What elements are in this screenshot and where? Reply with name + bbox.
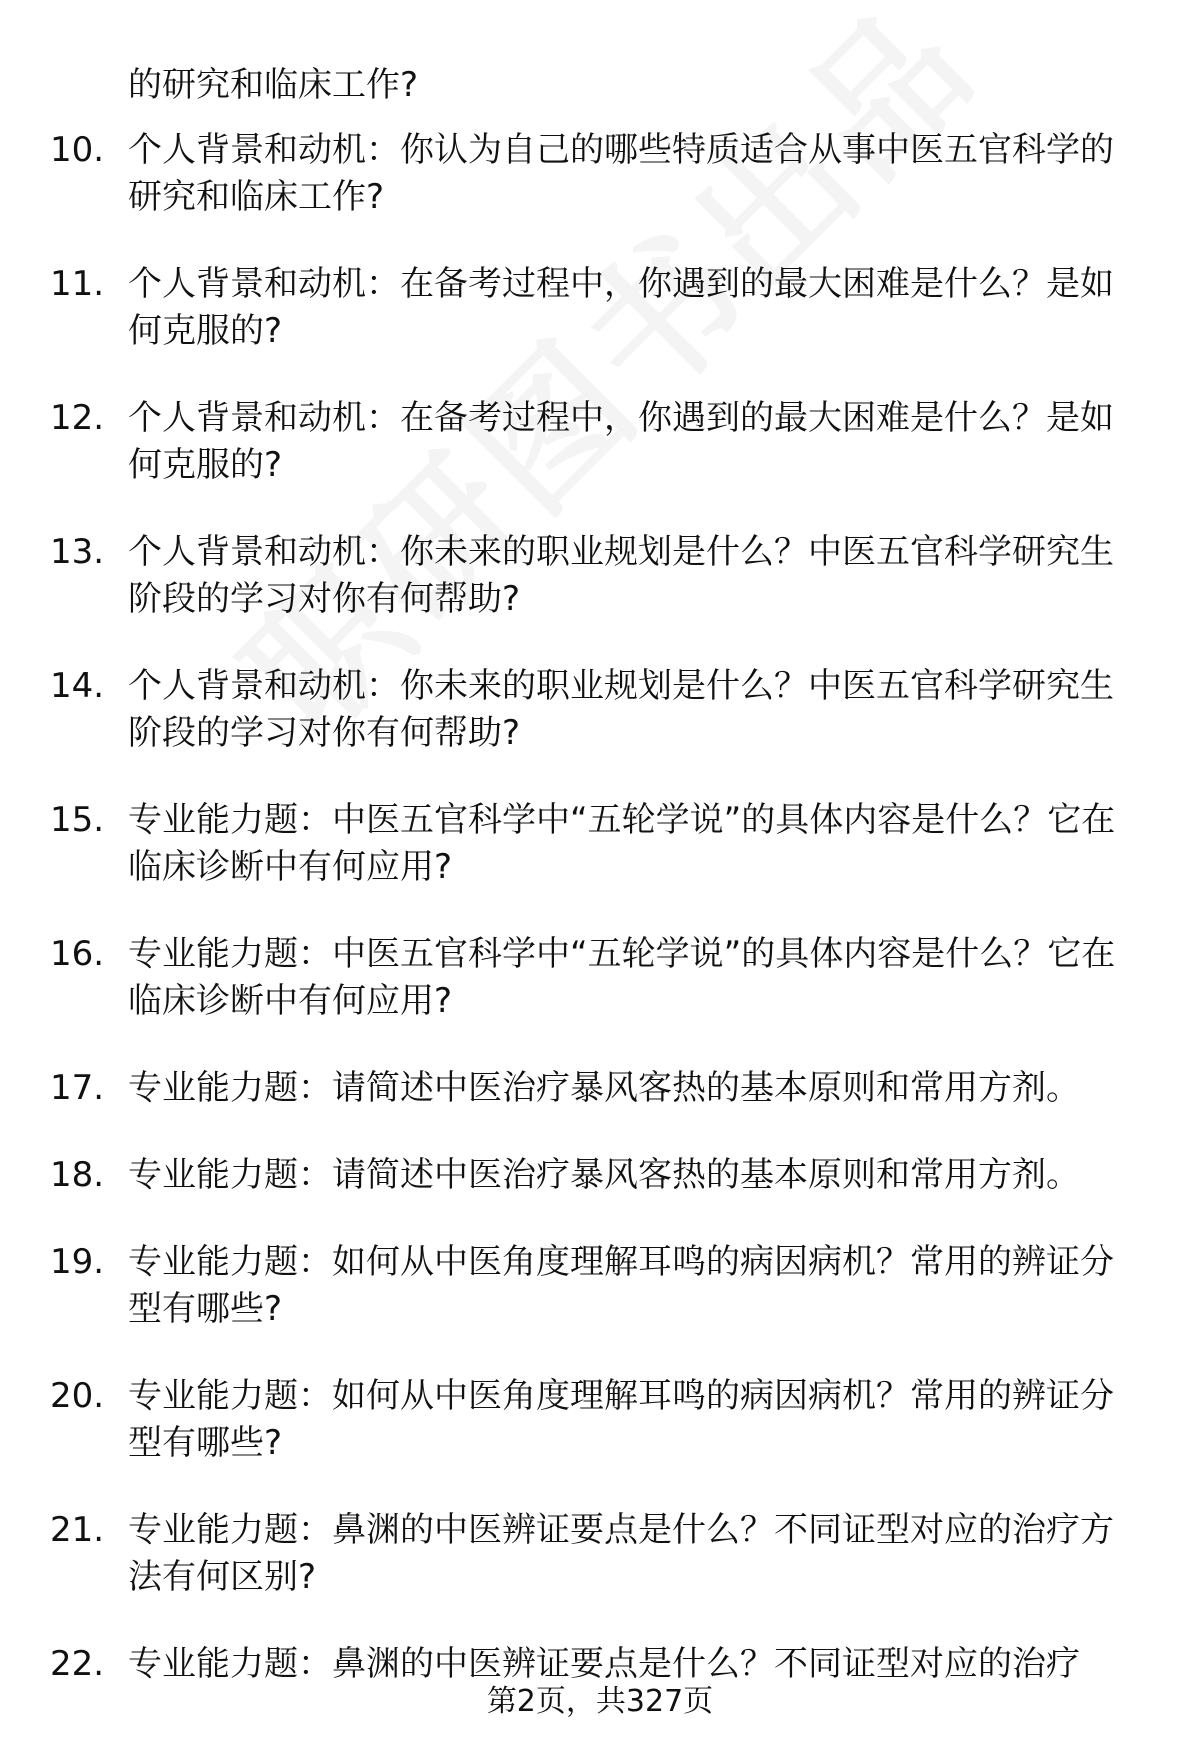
item-text: 个人背景和动机：在备考过程中，你遇到的最大困难是什么？是如何克服的? bbox=[128, 398, 1114, 485]
item-number: 14. bbox=[50, 666, 105, 706]
item-text: 专业能力题：中医五官科学中“五轮学说”的具体内容是什么？它在临床诊断中有何应用? bbox=[128, 934, 1116, 1021]
item-text: 专业能力题：如何从中医角度理解耳鸣的病因病机？常用的辨证分型有哪些? bbox=[128, 1242, 1114, 1329]
item-number: 18. bbox=[50, 1155, 105, 1195]
item-number: 11. bbox=[50, 264, 105, 304]
list-item bbox=[0, 1373, 1200, 1467]
item-number: 19. bbox=[50, 1242, 105, 1282]
list-item bbox=[0, 529, 1200, 623]
list-item bbox=[0, 797, 1200, 891]
list-item bbox=[0, 127, 1200, 221]
list-item bbox=[0, 1065, 1200, 1112]
item-text: 个人背景和动机：你认为自己的哪些特质适合从事中医五官科学的研究和临床工作? bbox=[128, 130, 1114, 217]
item-number: 16. bbox=[50, 934, 105, 974]
list-item bbox=[0, 1507, 1200, 1601]
item-number: 17. bbox=[50, 1068, 105, 1108]
list-item bbox=[0, 1152, 1200, 1199]
item-number: 20. bbox=[50, 1376, 105, 1416]
item-text: 个人背景和动机：你未来的职业规划是什么？中医五官科学研究生阶段的学习对你有何帮助? bbox=[128, 666, 1114, 753]
item-text: 专业能力题：中医五官科学中“五轮学说”的具体内容是什么？它在临床诊断中有何应用? bbox=[128, 800, 1116, 887]
list-item bbox=[0, 1641, 1200, 1688]
item-number: 22. bbox=[50, 1644, 105, 1684]
item-number: 10. bbox=[50, 130, 105, 170]
item-text: 专业能力题：鼻渊的中医辨证要点是什么？不同证型对应的治疗方法有何区别? bbox=[128, 1510, 1114, 1597]
item-text: 个人背景和动机：你未来的职业规划是什么？中医五官科学研究生阶段的学习对你有何帮助? bbox=[128, 532, 1114, 619]
item-number: 13. bbox=[50, 532, 105, 572]
item-text: 专业能力题：鼻渊的中医辨证要点是什么？不同证型对应的治疗 bbox=[128, 1644, 1080, 1684]
list-item bbox=[0, 261, 1200, 355]
list-item bbox=[0, 663, 1200, 757]
list-item bbox=[0, 1239, 1200, 1333]
item-number: 15. bbox=[50, 800, 105, 840]
item-text: 专业能力题：如何从中医角度理解耳鸣的病因病机？常用的辨证分型有哪些? bbox=[128, 1376, 1114, 1463]
item-text: 专业能力题：请简述中医治疗暴风客热的基本原则和常用方剂。 bbox=[128, 1068, 1080, 1108]
item-text: 专业能力题：请简述中医治疗暴风客热的基本原则和常用方剂。 bbox=[128, 1155, 1080, 1195]
item-number: 12. bbox=[50, 398, 105, 438]
list-item bbox=[0, 395, 1200, 489]
list-item bbox=[0, 931, 1200, 1025]
question-list bbox=[0, 127, 1200, 1728]
item-text: 个人背景和动机：在备考过程中，你遇到的最大困难是什么？是如何克服的? bbox=[128, 264, 1114, 351]
continuation-text: 的研究和临床工作? bbox=[128, 65, 419, 105]
item-number: 21. bbox=[50, 1510, 105, 1550]
page-number: 第2页，共327页 bbox=[486, 1684, 714, 1719]
